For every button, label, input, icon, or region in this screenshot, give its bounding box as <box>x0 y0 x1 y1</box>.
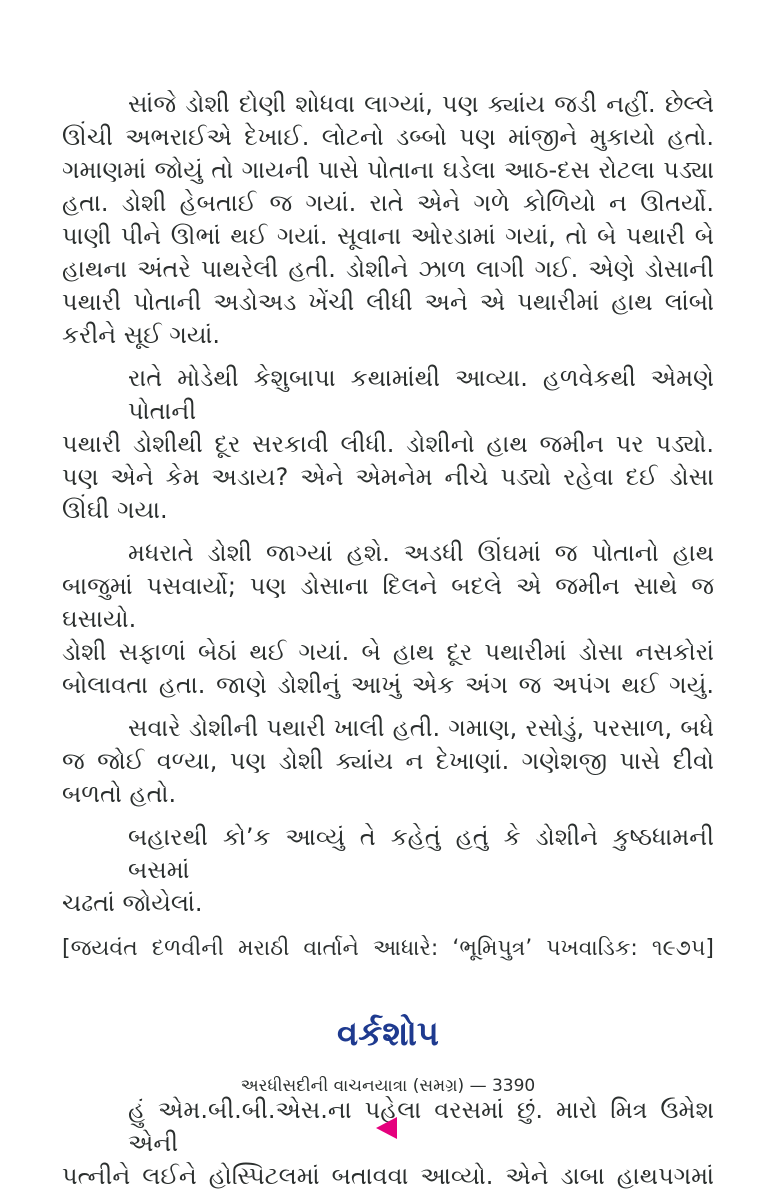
story-line: બહારથી કો’ક આવ્યું તે કહેતું હતું કે ડોશીને કુષ્ઠધામની બસમાં <box>128 823 714 884</box>
story-line: ઊંઘી ગયા. <box>62 496 168 524</box>
story-line: પણ એને કેમ અડાય? એને એમનેમ નીચે પડ્યો રહેવા દઈ ડોસા <box>62 463 714 491</box>
story-paragraph <box>62 362 714 527</box>
story-line: ચઢતાં જોયેલાં. <box>62 889 203 917</box>
story-line: બળતો હતો. <box>62 780 177 808</box>
story-paragraph <box>62 537 714 702</box>
page-footer <box>0 1074 776 1098</box>
story-line: પથારી ડોશીથી દૂર સરકાવી લીધી. ડોશીનો હાથ જમીન પર પડ્યો. <box>62 430 714 458</box>
story-paragraph <box>62 88 714 352</box>
story-line: જ જોઈ વળ્યા, પણ ડોશી ક્યાંય ન દેખાણાં. ગણેશજી પાસે દીવો <box>62 747 714 775</box>
story-line: પાણી પીને ઊભાં થઈ ગયાં. સૂવાના ઓરડામાં ગયાં, તો બે પથારી બે <box>62 222 714 250</box>
source-attribution: [જયવંત દળવીની મરાઠી વાર્તાને આધારે: ‘ભૂમિપુત્ર’ પખવાડિક: ૧૯૭૫] <box>62 936 714 961</box>
story-line: હતા. ડોશી હેબતાઈ જ ગયાં. રાતે એને ગળે કોળિયો ન ઊતર્યો. <box>62 189 714 217</box>
story-paragraph <box>62 821 714 920</box>
story-line: હાથના અંતરે પાથરેલી હતી. ડોશીને ઝાળ લાગી ગઈ. એણે ડોસાની <box>62 255 714 283</box>
story-line: હું એમ.બી.બી.એસ.ના પહેલા વરસમાં છું. મારો મિત્ર ઉમેશ એની <box>128 1096 714 1157</box>
story-paragraph <box>62 712 714 811</box>
story-line: સવારે ડોશીની પથારી ખાલી હતી. ગમાણ, રસોડું, પરસાળ, બધે <box>128 714 714 742</box>
prev-page-triangle-icon[interactable] <box>376 1117 397 1139</box>
story-line: પથારી પોતાની અડોઅડ ખેંચી લીધી અને એ પથારીમાં હાથ લાંબો <box>62 288 714 316</box>
story-line: ગમાણમાં જોયું તો ગાયની પાસે પોતાના ઘડેલા આઠ-દસ રોટલા પડ્યા <box>62 156 714 184</box>
story-line: કરીને સૂઈ ગયાં. <box>62 321 221 349</box>
story-line: મધરાતે ડોશી જાગ્યાં હશે. અડધી ઊંઘમાં જ પોતાનો હાથ <box>128 539 714 567</box>
story-line: સાંજે ડોશી દોણી શોધવા લાગ્યાં, પણ ક્યાંય જડી નહીં. છેલ્લે <box>128 90 714 118</box>
story-line: બાજુમાં પસવાર્યો; પણ ડોસાના દિલને બદલે એ જમીન સાથે જ ઘસાયો. <box>62 572 714 633</box>
section-heading: વર્કશોપ <box>337 1014 439 1054</box>
story-text <box>62 88 714 1199</box>
story-line: ડોશી સફાળાં બેઠાં થઈ ગયાં. બે હાથ દૂર પથારીમાં ડોસા નસકોરાં <box>62 638 714 666</box>
story-line: બોલાવતા હતા. જાણે ડોશીનું આખું એક અંગ જ અપંગ થઈ ગયું. <box>62 671 714 699</box>
story-line: રાતે મોડેથી કેશુબાપા કથામાંથી આવ્યા. હળવેકથી એમણે પોતાની <box>128 364 714 425</box>
section-paragraph <box>62 1094 714 1193</box>
story-line: પત્નીને લઈને હોસ્પિટલમાં બતાવવા આવ્યો. એને ડાબા હાથપગમાં <box>62 1162 714 1190</box>
story-line: ઊંચી અભરાઈએ દેખાઈ. લોટનો ડબ્બો પણ માંજીને મુકાયો હતો. <box>62 123 714 151</box>
footer-text: અરધીસદીની વાચનયાત્રા (સમગ્ર) — 3390 <box>240 1076 536 1096</box>
